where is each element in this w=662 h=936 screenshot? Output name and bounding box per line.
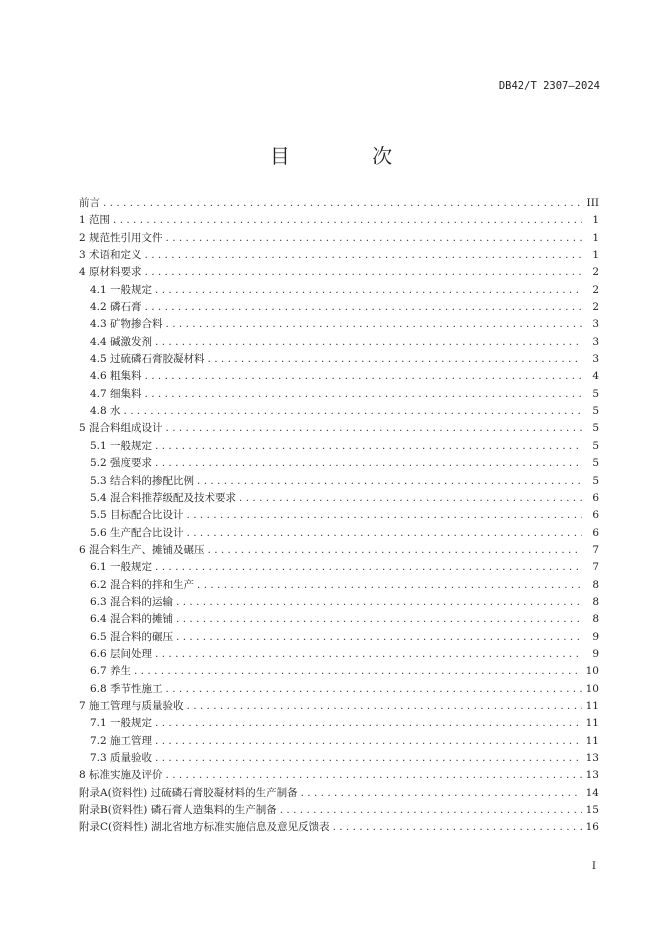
- toc-entry[interactable]: [79, 542, 599, 559]
- toc-entry[interactable]: [79, 698, 599, 715]
- toc-leader-dots: [155, 752, 582, 764]
- toc-leader-dots: [197, 579, 582, 591]
- toc-entry-page: 9: [592, 630, 599, 643]
- toc-leader-dots: [145, 301, 582, 313]
- toc-entry-label: 6 混合料生产、摊铺及碾压: [79, 543, 205, 556]
- toc-entry[interactable]: [79, 577, 599, 594]
- toc-leader-dots: [166, 422, 582, 434]
- toc-entry-label: 6.7 养生: [90, 665, 132, 678]
- toc-leader-dots: [155, 457, 582, 469]
- toc-entry-page: 5: [592, 457, 599, 470]
- toc-entry[interactable]: [79, 611, 599, 628]
- toc-entry-label: 5.1 一般规定: [90, 439, 153, 452]
- toc-entry-label: 3 术语和定义: [79, 249, 142, 262]
- toc-leader-dots: [145, 388, 582, 400]
- toc-entry-page: 3: [592, 318, 599, 331]
- toc-entry[interactable]: [79, 316, 599, 333]
- toc-entry-label: 5 混合料组成设计: [79, 422, 163, 435]
- toc-entry-label: 6.6 层间处理: [90, 647, 153, 660]
- toc-entry-label: 4.3 矿物掺合料: [90, 318, 163, 331]
- toc-entry-label: 5.6 生产配合比设计: [90, 526, 184, 539]
- toc-entry-page: 11: [585, 717, 599, 730]
- toc-entry-label: 6.8 季节性施工: [90, 682, 163, 695]
- toc-entry-page: 5: [592, 474, 599, 487]
- toc-leader-dots: [155, 717, 582, 729]
- toc-entry[interactable]: [79, 490, 599, 507]
- toc-entry-label: 6.4 混合料的摊铺: [90, 613, 174, 626]
- toc-leader-dots: [134, 665, 582, 677]
- toc-entry-label: 6.3 混合料的运输: [90, 595, 174, 608]
- toc-leader-dots: [166, 683, 582, 695]
- toc-entry-page: 3: [592, 335, 599, 348]
- toc-leader-dots: [176, 596, 582, 608]
- toc-entry[interactable]: [79, 299, 599, 316]
- toc-entry[interactable]: [79, 264, 599, 281]
- toc-entry-page: 8: [592, 578, 599, 591]
- toc-entry-label: 6.2 混合料的拌和生产: [90, 578, 195, 591]
- toc-entry-label: 5.2 强度要求: [90, 457, 153, 470]
- toc-leader-dots: [208, 353, 582, 365]
- toc-entry-label: 7 施工管理与质量验收: [79, 699, 184, 712]
- toc-entry-page: 14: [585, 786, 599, 799]
- toc-entry-page: 11: [585, 699, 599, 712]
- toc-entry-page: 5: [592, 387, 599, 400]
- toc-leader-dots: [155, 336, 582, 348]
- toc-leader-dots: [239, 492, 582, 504]
- toc-entry[interactable]: [79, 334, 599, 351]
- toc-entry-label: 7.2 施工管理: [90, 734, 153, 747]
- toc-entry[interactable]: [79, 403, 599, 420]
- toc-entry-label: 4.8 水: [90, 405, 121, 418]
- toc-entry-label: 7.1 一般规定: [90, 717, 153, 730]
- toc-leader-dots: [155, 284, 582, 296]
- toc-entry-label: 4.2 磷石膏: [90, 301, 142, 314]
- toc-leader-dots: [280, 804, 582, 816]
- toc-entry-label: 附录A(资料性) 过硫磷石膏胶凝材料的生产制备: [79, 786, 298, 799]
- toc-entry-page: 5: [592, 422, 599, 435]
- toc-entry-label: 前言: [79, 197, 100, 209]
- toc-leader-dots: [145, 249, 582, 261]
- toc-leader-dots: [301, 787, 582, 799]
- toc-entry-label: 4.4 碱激发剂: [90, 335, 153, 348]
- toc-leader-dots: [333, 821, 582, 833]
- toc-leader-dots: [155, 440, 582, 452]
- toc-leader-dots: [145, 370, 582, 382]
- toc-entry-label: 4.6 粗集料: [90, 370, 142, 383]
- toc-entry[interactable]: [79, 767, 599, 784]
- page-number: I: [591, 860, 596, 872]
- toc-entry-page: 2: [592, 301, 599, 314]
- toc-entry[interactable]: [79, 212, 599, 229]
- toc-entry[interactable]: [79, 663, 599, 680]
- toc-entry[interactable]: [79, 473, 599, 490]
- toc-entry-page: 16: [585, 821, 599, 834]
- toc-entry-page: 4: [592, 370, 599, 383]
- toc-leader-dots: [113, 214, 582, 226]
- toc-leader-dots: [187, 700, 582, 712]
- toc-entry[interactable]: [79, 386, 599, 403]
- toc-entry-label: 4.5 过硫磷石膏胶凝材料: [90, 353, 205, 366]
- toc-entry-page: 2: [592, 266, 599, 279]
- toc-entry-label: 5.5 目标配合比设计: [90, 509, 184, 522]
- toc-entry[interactable]: [79, 594, 599, 611]
- toc-leader-dots: [166, 232, 582, 244]
- toc-entry-label: 4 原材料要求: [79, 266, 142, 279]
- toc-entry[interactable]: [79, 785, 599, 802]
- toc-entry[interactable]: [79, 247, 599, 264]
- toc-entry[interactable]: [79, 819, 599, 836]
- toc-entry-page: 5: [592, 405, 599, 418]
- toc-leader-dots: [176, 613, 582, 625]
- toc-entry-page: 8: [592, 595, 599, 608]
- toc-leader-dots: [155, 561, 582, 573]
- toc-leader-dots: [145, 266, 582, 278]
- toc-entry-label: 附录C(资料性) 湖北省地方标准实施信息及意见反馈表: [79, 821, 330, 834]
- toc-entry[interactable]: [79, 715, 599, 732]
- toc-entry-page: 13: [585, 752, 599, 764]
- toc-leader-dots: [103, 197, 582, 209]
- toc-entry-label: 7.3 质量验收: [90, 752, 153, 764]
- toc-entry-label: 4.7 细集料: [90, 387, 142, 400]
- toc-entry[interactable]: [79, 455, 599, 472]
- toc-entry-page: 8: [592, 613, 599, 626]
- toc-entry[interactable]: [79, 525, 599, 542]
- toc-entry-label: 5.3 结合料的掺配比例: [90, 474, 195, 487]
- toc-entry-label: 6.1 一般规定: [90, 561, 153, 574]
- toc-entry-label: 5.4 混合料推荐级配及技术要求: [90, 491, 237, 504]
- toc-entry-page: 10: [585, 682, 599, 695]
- toc-entry-label: 4.1 一般规定: [90, 283, 153, 296]
- toc-entry[interactable]: [79, 195, 599, 212]
- toc-entry-page: 13: [585, 769, 599, 782]
- toc-entry[interactable]: [79, 733, 599, 750]
- toc-entry[interactable]: [79, 507, 599, 524]
- toc-entry-page: 2: [592, 283, 599, 296]
- toc-entry[interactable]: [79, 629, 599, 646]
- toc-entry-label: 8 标准实施及评价: [79, 769, 163, 782]
- toc-leader-dots: [155, 735, 582, 747]
- toc-entry-label: 附录B(资料性) 磷石膏人造集料的生产制备: [79, 804, 277, 817]
- toc-entry[interactable]: [79, 351, 599, 368]
- toc-entry-page: 7: [592, 561, 599, 574]
- toc-entry-page: 6: [592, 526, 599, 539]
- toc-entry[interactable]: [79, 230, 599, 247]
- toc-entry-page: 3: [592, 353, 599, 366]
- toc-entry-page: 11: [585, 734, 599, 747]
- toc-leader-dots: [176, 631, 582, 643]
- toc-leader-dots: [166, 318, 582, 330]
- toc-entry-page: 7: [592, 543, 599, 556]
- toc-entry[interactable]: [79, 802, 599, 819]
- toc-entry-label: 2 规范性引用文件: [79, 231, 163, 244]
- toc-entry-page: 6: [592, 509, 599, 522]
- toc-entry[interactable]: [79, 750, 599, 767]
- toc-entry[interactable]: [79, 368, 599, 385]
- toc-entry-page: 10: [585, 665, 599, 678]
- toc-entry-label: 1 范围: [79, 214, 111, 227]
- toc-entry-page: 15: [585, 804, 599, 817]
- toc-leader-dots: [197, 475, 582, 487]
- toc-entry-page: 1: [592, 249, 599, 262]
- toc-entry-page: 1: [592, 231, 599, 244]
- toc-leader-dots: [187, 527, 582, 539]
- toc-entry-label: 6.5 混合料的碾压: [90, 630, 174, 643]
- toc-entry-page: 1: [592, 214, 599, 227]
- toc-entry[interactable]: [79, 282, 599, 299]
- toc-leader-dots: [166, 769, 582, 781]
- toc-entry-page: 6: [592, 491, 599, 504]
- toc-entry[interactable]: [79, 681, 599, 698]
- toc-entry-page: 5: [592, 439, 599, 452]
- toc-entry-page: 9: [592, 647, 599, 660]
- toc-leader-dots: [187, 509, 582, 521]
- table-of-contents: [79, 195, 599, 837]
- toc-entry[interactable]: [79, 438, 599, 455]
- toc-leader-dots: [155, 648, 582, 660]
- page-title: 目 次: [269, 144, 431, 168]
- toc-leader-dots: [208, 544, 582, 556]
- document-code: DB42/T 2307—2024: [498, 80, 600, 92]
- toc-entry-page: III: [586, 197, 599, 209]
- toc-entry[interactable]: [79, 420, 599, 437]
- toc-entry[interactable]: [79, 646, 599, 663]
- toc-leader-dots: [124, 405, 582, 417]
- toc-entry[interactable]: [79, 559, 599, 576]
